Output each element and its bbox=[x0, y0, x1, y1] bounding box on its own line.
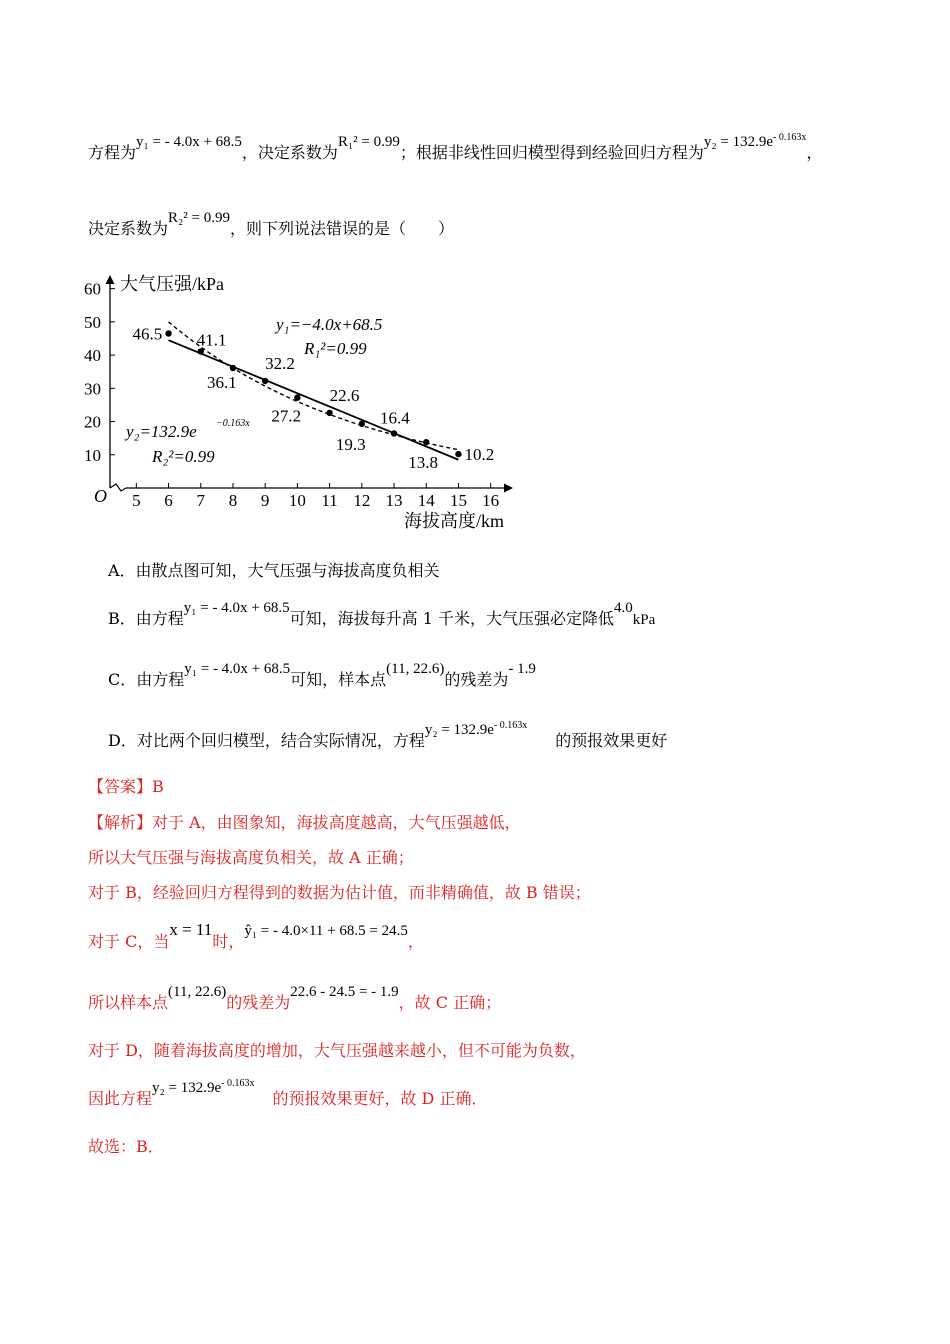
answer-label: 【答案】B bbox=[88, 777, 164, 796]
sample-point: (11, 22.6) bbox=[386, 661, 445, 677]
data-label: 41.1 bbox=[196, 330, 227, 350]
x-tick-label: 11 bbox=[321, 491, 338, 510]
data-label: 19.3 bbox=[335, 434, 366, 454]
x-tick-label: 8 bbox=[228, 491, 238, 510]
exp-equation: $y_2 = 132.9e^{- 0.163x}$ bbox=[424, 720, 528, 738]
origin-label: O bbox=[94, 486, 107, 506]
linear-equation: y₁ = - 4.0x + 68.5 bbox=[184, 661, 291, 677]
data-point bbox=[230, 365, 236, 371]
x-tick-label: 5 bbox=[132, 491, 141, 510]
data-point bbox=[294, 394, 300, 400]
x-tick-label: 16 bbox=[482, 491, 500, 510]
intro-text: ，决定系数为 bbox=[241, 143, 338, 162]
data-label: 16.4 bbox=[380, 408, 410, 428]
x-axis-label: 海拔高度/km bbox=[404, 511, 505, 531]
option-b: B．由方程y₁ = - 4.0x + 68.5可知，海拔每升高 1 千米，大气压强必定降低4.0kPa bbox=[108, 600, 656, 628]
data-label: 32.2 bbox=[265, 354, 295, 374]
analysis-line: 对于 D，随着海拔高度的增加，大气压强越来越小，但不可能为负数， bbox=[88, 1041, 586, 1060]
x-tick-label: 10 bbox=[288, 491, 306, 510]
intro-text: 方程为 bbox=[88, 143, 137, 162]
x-tick-label: 7 bbox=[196, 491, 206, 510]
data-point bbox=[455, 451, 461, 457]
intro-line-2 bbox=[88, 210, 454, 239]
axis-break bbox=[110, 484, 126, 491]
analysis-line: 所以样本点(11, 22.6)的残差为22.6 - 24.5 = - 1.9，故 C 正确； bbox=[88, 984, 502, 1012]
data-label: 36.1 bbox=[206, 373, 237, 393]
exp-equation-annotation: y₂=132.9e bbox=[126, 422, 197, 441]
option-c: C．由方程y₁ = - 4.0x + 68.5可知，样本点(11, 22.6)的残差为- 1.9 bbox=[108, 661, 536, 689]
data-point bbox=[423, 439, 429, 445]
intro-text: 决定系数为 bbox=[88, 219, 169, 238]
linear-fit-line bbox=[169, 340, 459, 460]
residual-value: - 1.9 bbox=[508, 661, 536, 677]
y-tick-label: 10 bbox=[84, 445, 101, 465]
analysis-line: 对于 C，当x = 11时，ŷ₁ = - 4.0×11 + 68.5 = 24.5， bbox=[88, 920, 424, 951]
intro-text: ；根据非线性回归模型得到经验回归方程为 bbox=[399, 143, 704, 162]
data-label: 10.2 bbox=[464, 445, 495, 465]
y-tick-label: 20 bbox=[84, 412, 101, 432]
exp-r2-annotation: R₂²=0.99 bbox=[152, 447, 215, 466]
intro-line-1 bbox=[88, 132, 823, 163]
data-point bbox=[359, 421, 365, 427]
data-label: 22.6 bbox=[329, 385, 360, 405]
r1-value: R₁² = 0.99 bbox=[337, 134, 400, 150]
y-tick-label: 50 bbox=[84, 312, 101, 332]
intro-text: ， bbox=[806, 143, 823, 162]
linear-equation: y₁ = - 4.0x + 68.5 bbox=[183, 600, 290, 616]
scatter-chart bbox=[80, 262, 530, 537]
x-tick-label: 14 bbox=[417, 491, 435, 510]
data-point bbox=[326, 410, 332, 416]
x-tick-label: 6 bbox=[164, 491, 173, 510]
data-point bbox=[391, 430, 397, 436]
exp-exponent-annotation: −0.163x bbox=[216, 418, 250, 429]
y-tick-label: 40 bbox=[84, 346, 101, 366]
data-point bbox=[262, 378, 268, 384]
option-b-value: 4.0 bbox=[614, 600, 633, 616]
data-label: 27.2 bbox=[271, 406, 302, 426]
linear-equation-annotation: y₁=−4.0x+68.5 bbox=[276, 315, 383, 334]
x-tick-label: 13 bbox=[385, 491, 403, 510]
final-answer: 故选：B． bbox=[88, 1137, 164, 1156]
x-tick-label: 12 bbox=[353, 491, 371, 510]
data-point bbox=[165, 330, 171, 336]
analysis-line: 因此方程$y_2 = 132.9e^{- 0.163x}$的预报效果更好，故 D 正确． bbox=[88, 1078, 488, 1108]
analysis-line: 【解析】对于 A，由图象知，海拔高度越高，大气压强越低， bbox=[88, 813, 521, 832]
analysis-line: 所以大气压强与海拔高度负相关，故 A 正确； bbox=[88, 848, 414, 867]
linear-equation: y₁ = - 4.0x + 68.5 bbox=[136, 134, 242, 150]
option-a: A．由散点图可知，大气压强与海拔高度负相关 bbox=[108, 561, 440, 580]
data-label: 46.5 bbox=[132, 324, 163, 344]
x-tick-label: 15 bbox=[449, 491, 467, 510]
option-d: D．对比两个回归模型，结合实际情况，方程$y_2 = 132.9e^{- 0.163x}$的预报效果更好 bbox=[108, 720, 668, 750]
x-tick-label: 9 bbox=[260, 491, 270, 510]
data-label: 13.8 bbox=[408, 453, 438, 473]
analysis-line: 对于 B，经验回归方程得到的数据为估计值，而非精确值，故 B 错误； bbox=[88, 883, 591, 902]
r2-value: R₂² = 0.99 bbox=[168, 210, 230, 226]
exp-equation: $y_2 = 132.9e^{- 0.163x}$ bbox=[703, 132, 807, 150]
intro-text: ，则下列说法错误的是（ ） bbox=[229, 219, 454, 238]
y-tick-label: 60 bbox=[84, 279, 101, 299]
y-tick-label: 30 bbox=[84, 379, 101, 399]
linear-r2-annotation: R₁²=0.99 bbox=[304, 339, 367, 358]
y-axis-label: 大气压强/kPa bbox=[120, 274, 225, 294]
